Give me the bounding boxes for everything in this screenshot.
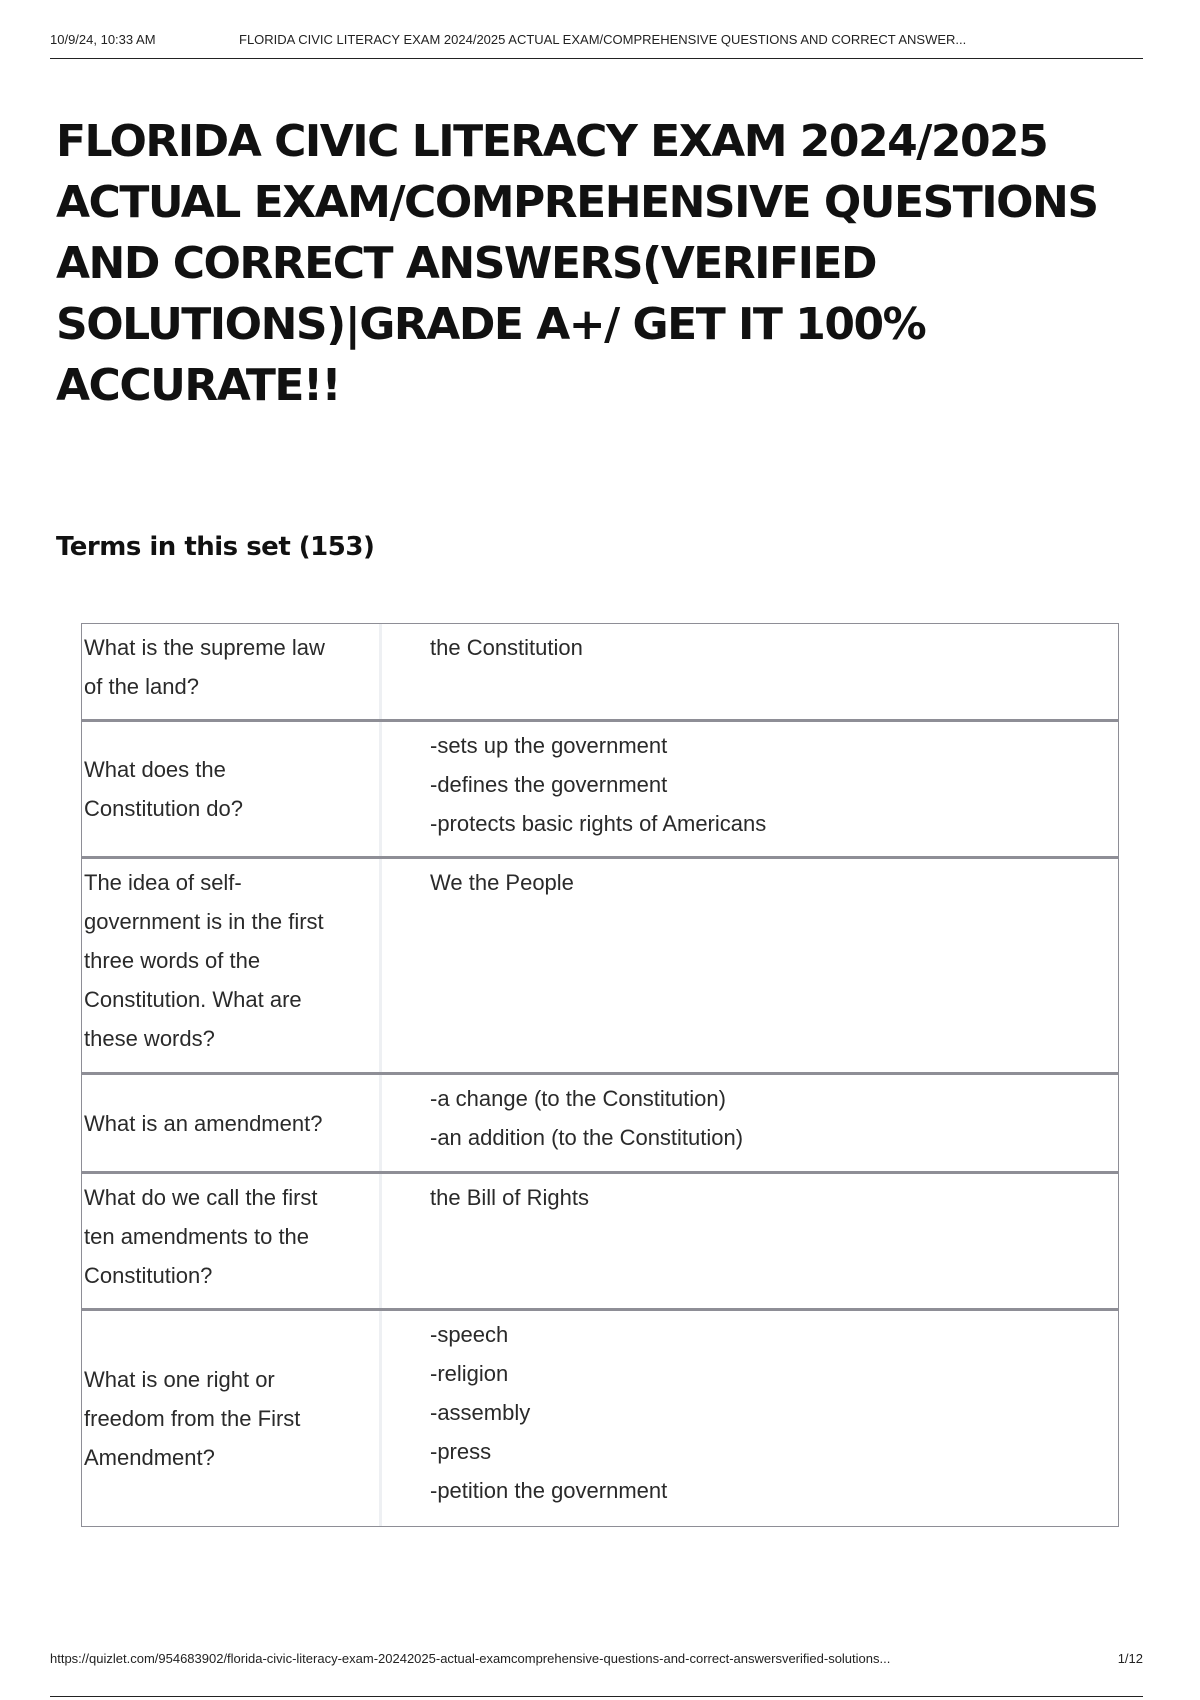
- answer-line: -assembly: [430, 1400, 531, 1425]
- term-row: [81, 1073, 1119, 1172]
- question-line: ten amendments to the: [84, 1224, 310, 1249]
- answer-line: -speech: [430, 1322, 509, 1347]
- question-line: Constitution do?: [84, 796, 243, 821]
- answer-line: the Constitution: [430, 635, 583, 660]
- term-answer: [382, 624, 1118, 671]
- answer-line: -defines the government: [430, 772, 668, 797]
- source-url: https://quizlet.com/954683902/florida-civic-literacy-exam-20242025-actual-examcomprehensive-questions-and-correct-answersverified-solutions...: [50, 1651, 891, 1666]
- title-line: FLORIDA CIVIC LITERACY EXAM 2024/2025: [56, 116, 1048, 167]
- question-line: Constitution. What are: [84, 987, 302, 1012]
- page-header: [50, 28, 1143, 59]
- question-line: What do we call the first: [84, 1185, 318, 1210]
- term-question: [82, 1075, 382, 1171]
- term-question: [82, 722, 382, 856]
- header-document-title: FLORIDA CIVIC LITERACY EXAM 2024/2025 ACTUAL EXAM/COMPREHENSIVE QUESTIONS AND CORRECT ANSWER...: [239, 32, 967, 47]
- title-line: SOLUTIONS)|GRADE A+/ GET IT 100%: [56, 299, 926, 350]
- term-question: [82, 859, 382, 1072]
- terms-table: [81, 623, 1119, 1527]
- question-line: of the land?: [84, 674, 199, 699]
- page-footer: [50, 1646, 1143, 1697]
- question-line: What is one right or: [84, 1367, 275, 1392]
- term-answer: [382, 1311, 1118, 1514]
- title-line: ACCURATE!!: [56, 360, 341, 411]
- term-question: [82, 1311, 382, 1526]
- question-line: government is in the first: [84, 909, 324, 934]
- term-answer: [382, 1075, 1118, 1161]
- term-row: [81, 623, 1119, 720]
- term-row: [81, 1172, 1119, 1309]
- question-line: What is the supreme law: [84, 635, 325, 660]
- title-line: AND CORRECT ANSWERS(VERIFIED: [56, 238, 877, 289]
- question-line: freedom from the First: [84, 1406, 301, 1431]
- question-line: Constitution?: [84, 1263, 213, 1288]
- term-question: [82, 1174, 382, 1308]
- answer-line: -sets up the government: [430, 733, 668, 758]
- question-line: What does the: [84, 757, 226, 782]
- question-line: these words?: [84, 1026, 215, 1051]
- question-line: three words of the: [84, 948, 261, 973]
- answer-line: the Bill of Rights: [430, 1185, 589, 1210]
- answer-line: We the People: [430, 870, 574, 895]
- term-row: [81, 857, 1119, 1073]
- answer-line: -press: [430, 1439, 492, 1464]
- terms-heading: Terms in this set (153): [56, 532, 375, 562]
- term-row: [81, 1309, 1119, 1527]
- question-line: The idea of self-: [84, 870, 242, 895]
- question-line: Amendment?: [84, 1445, 215, 1470]
- print-timestamp: 10/9/24, 10:33 AM: [50, 32, 156, 47]
- answer-line: -religion: [430, 1361, 509, 1386]
- term-row: [81, 720, 1119, 857]
- answer-line: -a change (to the Constitution): [430, 1086, 726, 1111]
- question-line: What is an amendment?: [84, 1110, 323, 1136]
- title-line: ACTUAL EXAM/COMPREHENSIVE QUESTIONS: [56, 177, 1098, 228]
- term-answer: [382, 1174, 1118, 1221]
- page-title: [56, 111, 1116, 416]
- term-answer: [382, 859, 1118, 906]
- page-number: 1/12: [1117, 1651, 1143, 1666]
- term-answer: [382, 722, 1118, 847]
- answer-line: -protects basic rights of Americans: [430, 811, 767, 836]
- answer-line: -petition the government: [430, 1478, 668, 1503]
- term-question: [82, 624, 382, 719]
- answer-line: -an addition (to the Constitution): [430, 1125, 744, 1150]
